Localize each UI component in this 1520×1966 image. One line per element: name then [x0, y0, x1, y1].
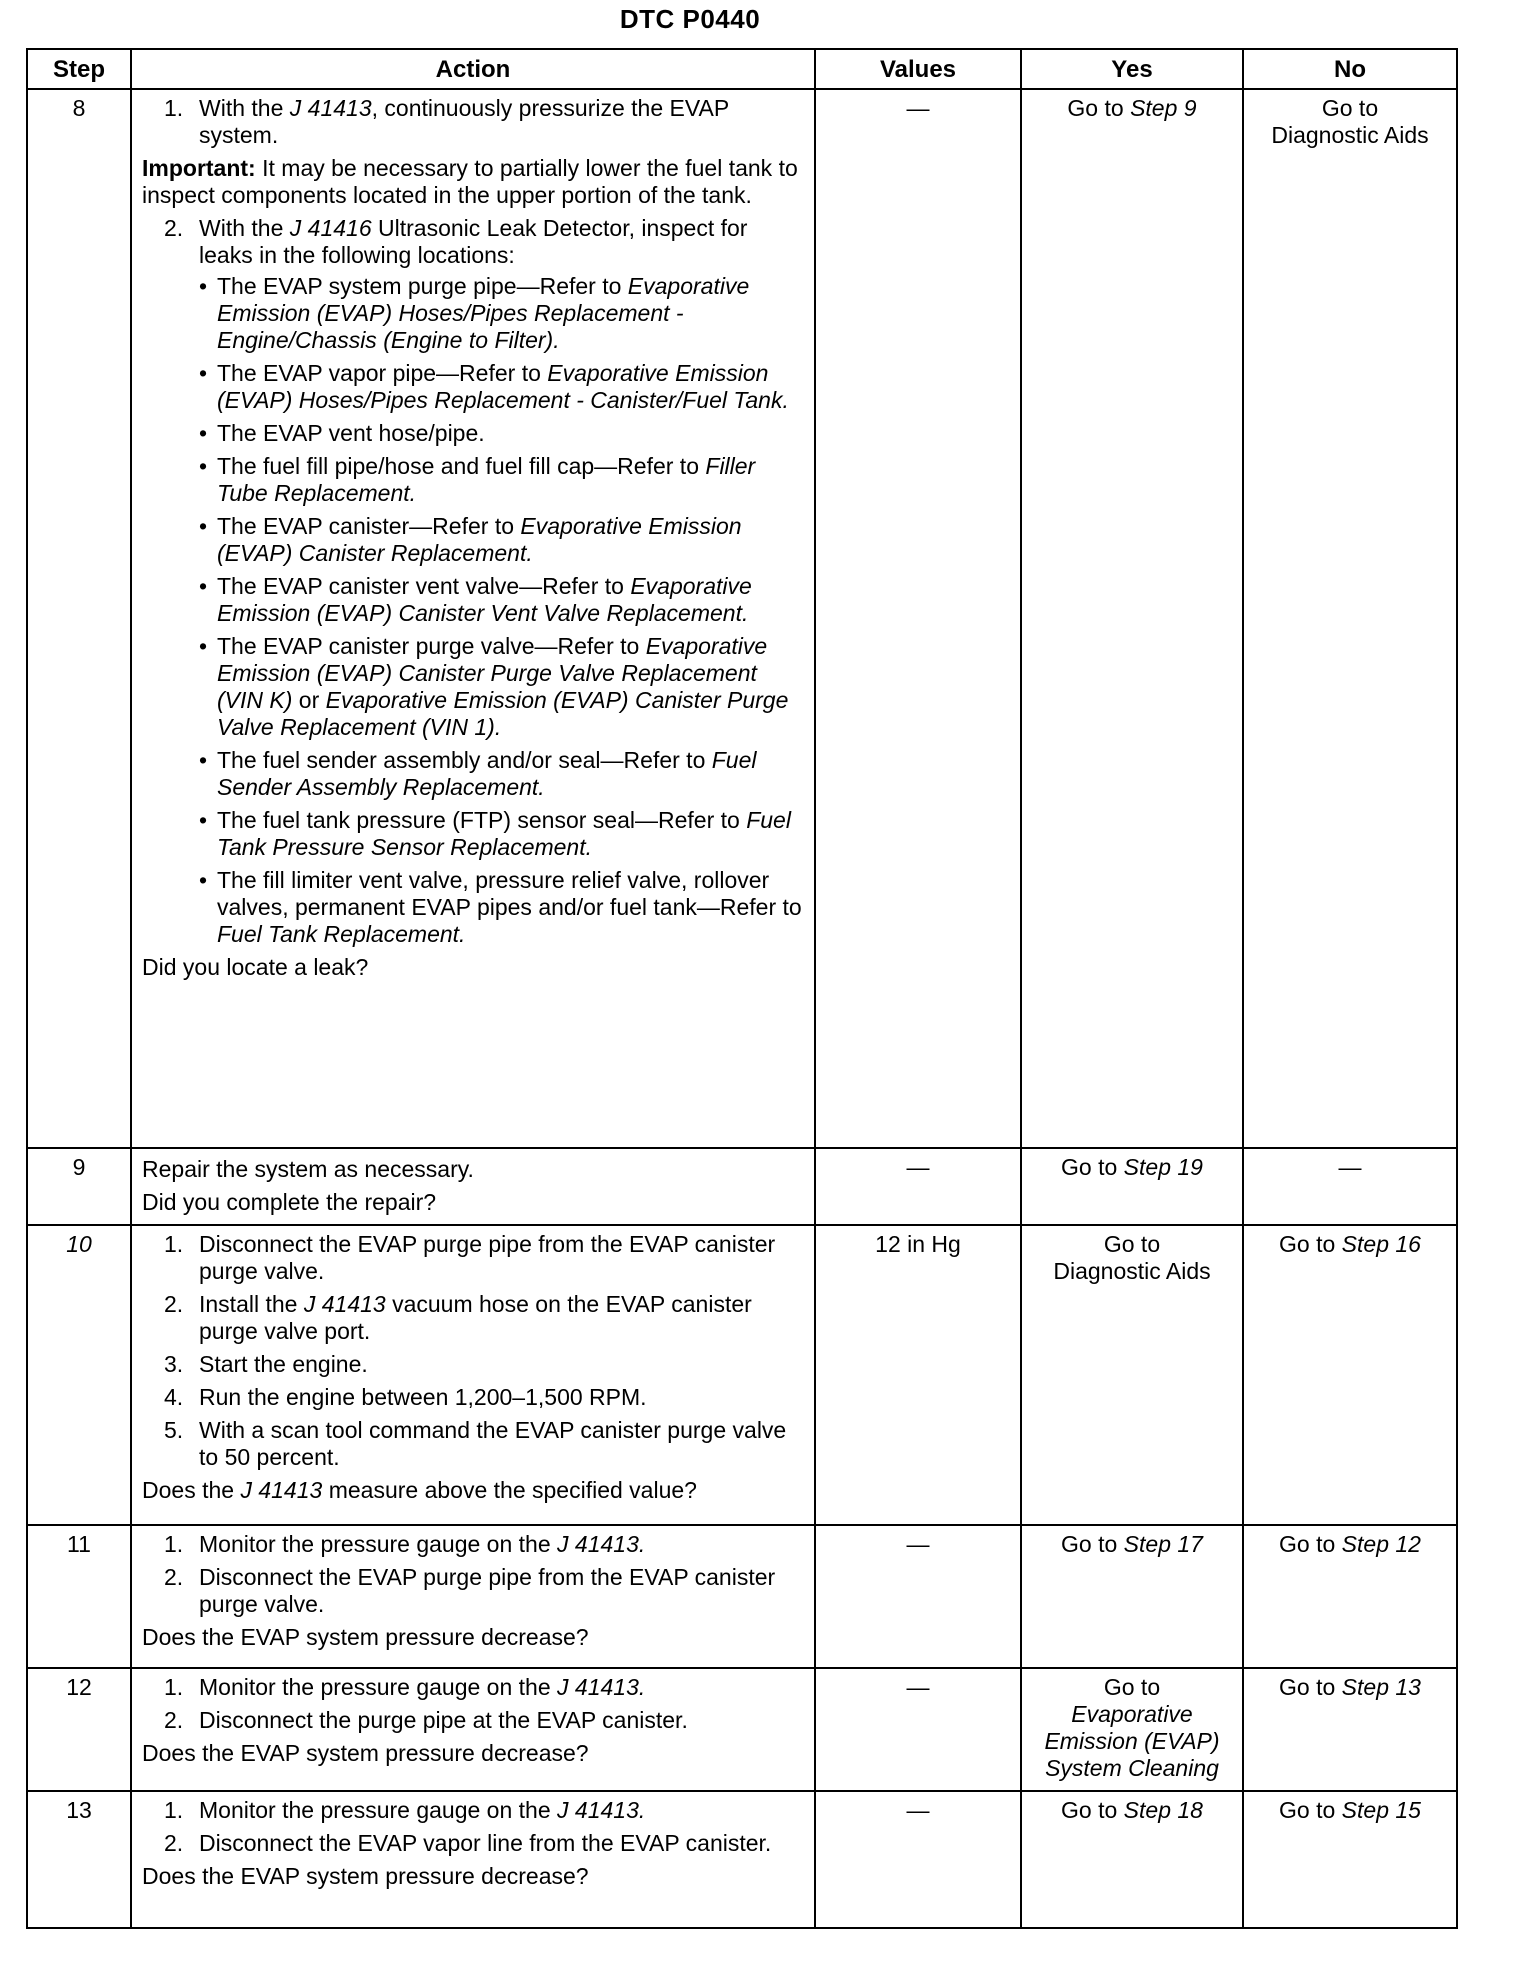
values-cell: —: [815, 1791, 1021, 1928]
values-cell: —: [815, 89, 1021, 1148]
table-row-step-10: [27, 1225, 1457, 1525]
bullet-item: • The EVAP canister—Refer to Evaporative Emission (EVAP) Canister Replacement.: [199, 513, 804, 567]
diagnostic-table: [26, 48, 1458, 1929]
values-cell: —: [815, 1668, 1021, 1791]
step-number: 10: [27, 1225, 131, 1525]
action-cell: [131, 1791, 815, 1928]
question: Does the J 41413 measure above the specified value?: [142, 1477, 697, 1503]
bullet-item: • The EVAP canister vent valve—Refer to Evaporative Emission (EVAP) Canister Vent Valve Replacement.: [199, 573, 804, 627]
action-step: 1. Disconnect the EVAP purge pipe from the EVAP canister purge valve.: [164, 1231, 776, 1284]
no-cell: Go to Step 12: [1243, 1525, 1457, 1668]
bullet-item: • The EVAP canister purge valve—Refer to Evaporative Emission (EVAP) Canister Purge Valve Replacement (VIN K) or Evaporative Emission (EVAP) Canister Purge Valve Replacement (VIN 1).: [199, 633, 804, 741]
question: Does the EVAP system pressure decrease?: [142, 1740, 589, 1766]
step-link[interactable]: Step 18: [1123, 1797, 1203, 1823]
action-step: 2. Install the J 41413 vacuum hose on the EVAP canister purge valve port.: [164, 1291, 752, 1344]
question: Does the EVAP system pressure decrease?: [142, 1863, 589, 1889]
action-step: 1. With the J 41413, continuously pressurize the EVAP system.: [164, 95, 729, 148]
action-step: 3. Start the engine.: [164, 1351, 368, 1377]
action-step: 5. With a scan tool command the EVAP canister purge valve to 50 percent.: [164, 1417, 787, 1470]
step-link[interactable]: Step 13: [1341, 1674, 1421, 1700]
page-title: DTC P0440: [619, 4, 761, 34]
diagnostic-aids-link[interactable]: Diagnostic Aids: [1271, 122, 1429, 148]
action-cell: [131, 1225, 815, 1525]
bullet-item: • The fill limiter vent valve, pressure relief valve, rollover valves, permanent EVAP pipes and/or fuel tank—Refer to Fuel Tank Replacement.: [199, 867, 804, 948]
header-step: Step: [27, 49, 131, 89]
step-link[interactable]: Step 9: [1130, 95, 1197, 121]
step-number: 13: [27, 1791, 131, 1928]
step-number: 8: [27, 89, 131, 1148]
action-step: 1. Monitor the pressure gauge on the J 41413.: [164, 1674, 646, 1700]
header-yes: Yes: [1021, 49, 1243, 89]
action-step: 2. With the J 41416 Ultrasonic Leak Detector, inspect for leaks in the following locations: • The EVAP system purge pipe—Refer to Evaporative Emission (EVAP) Hoses/Pipes Replacement - Engine/Chassis (Engine to Filter). • The EVAP vapor pipe—Refer to Evaporative Emission (EVAP) Hoses/Pipes Replacement - Canister/Fuel Tank. • The EVAP vent hose/pipe. • The fuel fill pipe/hose and fuel fill cap—Refer to Filler Tube Replacement. • The EVAP canister—Refer to Evaporative Emission (EVAP) Canister Replacement. • The EVAP canister vent valve—Refer to Evaporative Emission (EVAP) Canister Vent Valve Replacement. • The EVAP canister purge valve—Refer to Evaporative Emission (EVAP) Canister Purge Valve Replacement (VIN K) or Evaporative Emission (EVAP) Canister Purge Valve Replacement (VIN 1). • The fuel sender assembly and/or seal—Refer to Fuel Sender Assembly Replacement. • The fuel tank pressure (FTP) sensor seal—Refer to Fuel Tank Pressure Sensor Replacement. • The fill limiter vent valve, pressure relief valve, rollover valves, permanent EVAP pipes and/or fuel tank—Refer to Fuel Tank Replacement.: [142, 215, 804, 948]
action-cell: [131, 1668, 815, 1791]
action-step: 2. Disconnect the EVAP vapor line from the EVAP canister.: [164, 1830, 772, 1856]
step-link[interactable]: Step 17: [1123, 1531, 1203, 1557]
action-cell: [131, 1525, 815, 1668]
step-number: 9: [27, 1148, 131, 1225]
action-step: 1. Monitor the pressure gauge on the J 41413.: [164, 1531, 646, 1557]
yes-cell: Go to Step 9: [1021, 89, 1243, 1148]
important-note: Important: It may be necessary to partially lower the fuel tank to inspect components located in the upper portion of the tank.: [142, 155, 798, 208]
no-cell: Go to Diagnostic Aids: [1243, 89, 1457, 1148]
bullet-item: • The EVAP vapor pipe—Refer to Evaporative Emission (EVAP) Hoses/Pipes Replacement - Canister/Fuel Tank.: [199, 360, 804, 414]
yes-cell: Go to Diagnostic Aids: [1021, 1225, 1243, 1525]
no-cell: —: [1243, 1148, 1457, 1225]
question: Did you complete the repair?: [142, 1189, 437, 1215]
no-cell: Go to Step 16: [1243, 1225, 1457, 1525]
action-step: 2. Disconnect the EVAP purge pipe from the EVAP canister purge valve.: [164, 1564, 776, 1617]
action-step: 4. Run the engine between 1,200–1,500 RPM.: [164, 1384, 647, 1410]
diagnostic-aids-link[interactable]: Diagnostic Aids: [1053, 1258, 1211, 1284]
step-link[interactable]: Step 19: [1123, 1154, 1203, 1180]
step-number: 12: [27, 1668, 131, 1791]
question: Does the EVAP system pressure decrease?: [142, 1624, 589, 1650]
table-row-step-11: [27, 1525, 1457, 1668]
question: Did you locate a leak?: [142, 954, 369, 980]
step-link[interactable]: Step 16: [1341, 1231, 1421, 1257]
step-link[interactable]: Step 12: [1341, 1531, 1421, 1557]
action-cell: [131, 89, 815, 1148]
bullet-item: • The fuel sender assembly and/or seal—Refer to Fuel Sender Assembly Replacement.: [199, 747, 804, 801]
table-row-step-13: [27, 1791, 1457, 1928]
yes-cell: Go to Step 18: [1021, 1791, 1243, 1928]
bullet-item: • The fuel tank pressure (FTP) sensor seal—Refer to Fuel Tank Pressure Sensor Replacement.: [199, 807, 804, 861]
header-values: Values: [815, 49, 1021, 89]
action-step: 1. Monitor the pressure gauge on the J 41413.: [164, 1797, 646, 1823]
yes-cell: Go to Step 19: [1021, 1148, 1243, 1225]
yes-cell: Go to Evaporative Emission (EVAP) System Cleaning: [1021, 1668, 1243, 1791]
system-cleaning-link[interactable]: Evaporative Emission (EVAP) System Cleaning: [1044, 1701, 1220, 1781]
values-cell: 12 in Hg: [815, 1225, 1021, 1525]
header-action: Action: [131, 49, 815, 89]
table-header-row: [27, 49, 1457, 89]
values-cell: —: [815, 1525, 1021, 1668]
header-no: No: [1243, 49, 1457, 89]
yes-cell: Go to Step 17: [1021, 1525, 1243, 1668]
step-number: 11: [27, 1525, 131, 1668]
values-cell: —: [815, 1148, 1021, 1225]
table-row-step-9: [27, 1148, 1457, 1225]
action-step: 2. Disconnect the purge pipe at the EVAP canister.: [164, 1707, 688, 1733]
bullet-item: • The EVAP system purge pipe—Refer to Evaporative Emission (EVAP) Hoses/Pipes Replacement - Engine/Chassis (Engine to Filter).: [199, 273, 804, 354]
no-cell: Go to Step 15: [1243, 1791, 1457, 1928]
no-cell: Go to Step 13: [1243, 1668, 1457, 1791]
step-link[interactable]: Step 15: [1341, 1797, 1421, 1823]
bullet-item: • The EVAP vent hose/pipe.: [199, 420, 804, 447]
action-cell: Repair the system as necessary. Did you complete the repair?: [131, 1148, 815, 1225]
table-row-step-12: [27, 1668, 1457, 1791]
table-row-step-8: [27, 89, 1457, 1148]
bullet-item: • The fuel fill pipe/hose and fuel fill cap—Refer to Filler Tube Replacement.: [199, 453, 804, 507]
